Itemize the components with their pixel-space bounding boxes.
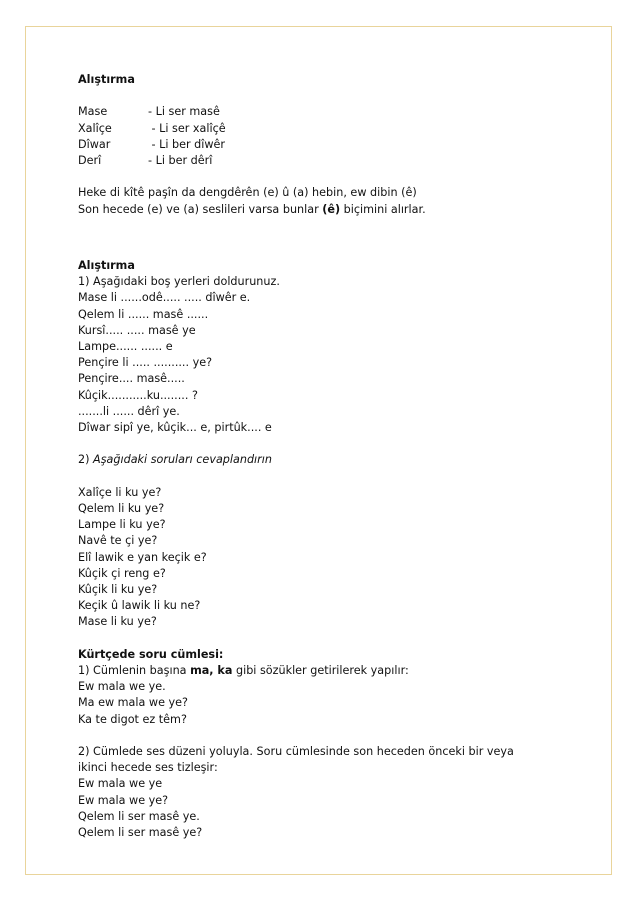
example-line: Ew mala we ye.: [78, 680, 166, 694]
rule1: [78, 663, 578, 679]
pair-word: Xalîçe: [78, 121, 112, 135]
pair-row: [78, 153, 578, 169]
example-line: Ka te digot ez têm?: [78, 712, 187, 726]
question-line: Qelem li ku ye?: [78, 502, 165, 515]
note-bold: (ê): [322, 202, 341, 216]
note-kurdish: Heke di kîtê paşîn da dengdêrên (e) û (a) hebin, ew dibin (ê): [78, 186, 417, 200]
section1-title: Alıştırma: [78, 73, 135, 86]
question-line: Kûçik çi reng e?: [78, 566, 166, 580]
question-line: Mase li ku ye?: [78, 615, 157, 629]
note-text: biçimini alırlar.: [340, 202, 426, 216]
question-line: Lampe li ku ye?: [78, 518, 166, 532]
rule2-line1: 2) Cümlede ses düzeni yoluyla. Soru cümlesinde son heceden önceki bir veya: [78, 745, 514, 759]
section2-title: Alıştırma: [78, 258, 135, 272]
fill-line: Kûçik...........ku........ ?: [78, 388, 198, 402]
task2-heading: [78, 452, 578, 468]
example-line: Qelem li ser masê ye.: [78, 809, 200, 823]
rule2-line2: ikinci hecede ses tizleşir:: [78, 761, 218, 775]
rule-bold: ma, ka: [190, 664, 233, 678]
note-turkish: [78, 202, 578, 218]
pair-row: [78, 104, 578, 120]
task1-heading: 1) Aşağıdaki boş yerleri doldurunuz.: [78, 275, 280, 289]
example-line: Ew mala we ye: [78, 777, 163, 791]
section3-title: Kürtçede soru cümlesi:: [78, 647, 224, 661]
fill-line: Pençire li ..... .......... ye?: [78, 356, 213, 370]
question-line: Keçik û lawik li ku ne?: [78, 599, 201, 613]
pair-row: [78, 137, 578, 153]
pair-word: Derî: [78, 154, 102, 167]
pair-phrase: - Li ber dêrî: [148, 154, 213, 167]
task2-number: 2): [78, 453, 94, 467]
document-body: [78, 72, 578, 841]
fill-line: Lampe...... ...... e: [78, 340, 173, 353]
fill-line: Pençire.... masê.....: [78, 372, 185, 386]
pair-phrase: - Li ber dîwêr: [148, 137, 226, 151]
question-line: Xalîçe li ku ye?: [78, 485, 162, 499]
fill-line: .......li ...... dêrî ye.: [78, 404, 180, 418]
pair-word: Mase: [78, 105, 108, 119]
question-line: Navê te çi ye?: [78, 534, 158, 548]
fill-line: Qelem li ...... masê ......: [78, 307, 209, 321]
rule-text: gibi sözükler getirilerek yapılır:: [232, 664, 409, 678]
pair-phrase: - Li ser xalîçê: [148, 121, 226, 135]
rule-text: 1) Cümlenin başına: [78, 664, 191, 678]
question-line: Kûçik li ku ye?: [78, 583, 158, 597]
pair-word: Dîwar: [78, 137, 111, 151]
question-line: Elî lawik e yan keçik e?: [78, 550, 207, 564]
example-line: Ew mala we ye?: [78, 793, 169, 807]
example-line: Qelem li ser masê ye?: [78, 826, 203, 840]
task2-text: Aşağıdaki soruları cevaplandırın: [93, 453, 272, 467]
pair-row: [78, 121, 578, 137]
fill-line: Kursî..... ..... masê ye: [78, 323, 196, 337]
pair-phrase: - Li ser masê: [148, 105, 220, 119]
fill-line: Dîwar sipî ye, kûçik... e, pirtûk.... e: [78, 421, 272, 435]
note-text: Son hecede (e) ve (a) seslileri varsa bunlar: [78, 202, 323, 216]
example-line: Ma ew mala we ye?: [78, 696, 188, 710]
fill-line: Mase li ......odê..... ..... dîwêr e.: [78, 291, 251, 305]
